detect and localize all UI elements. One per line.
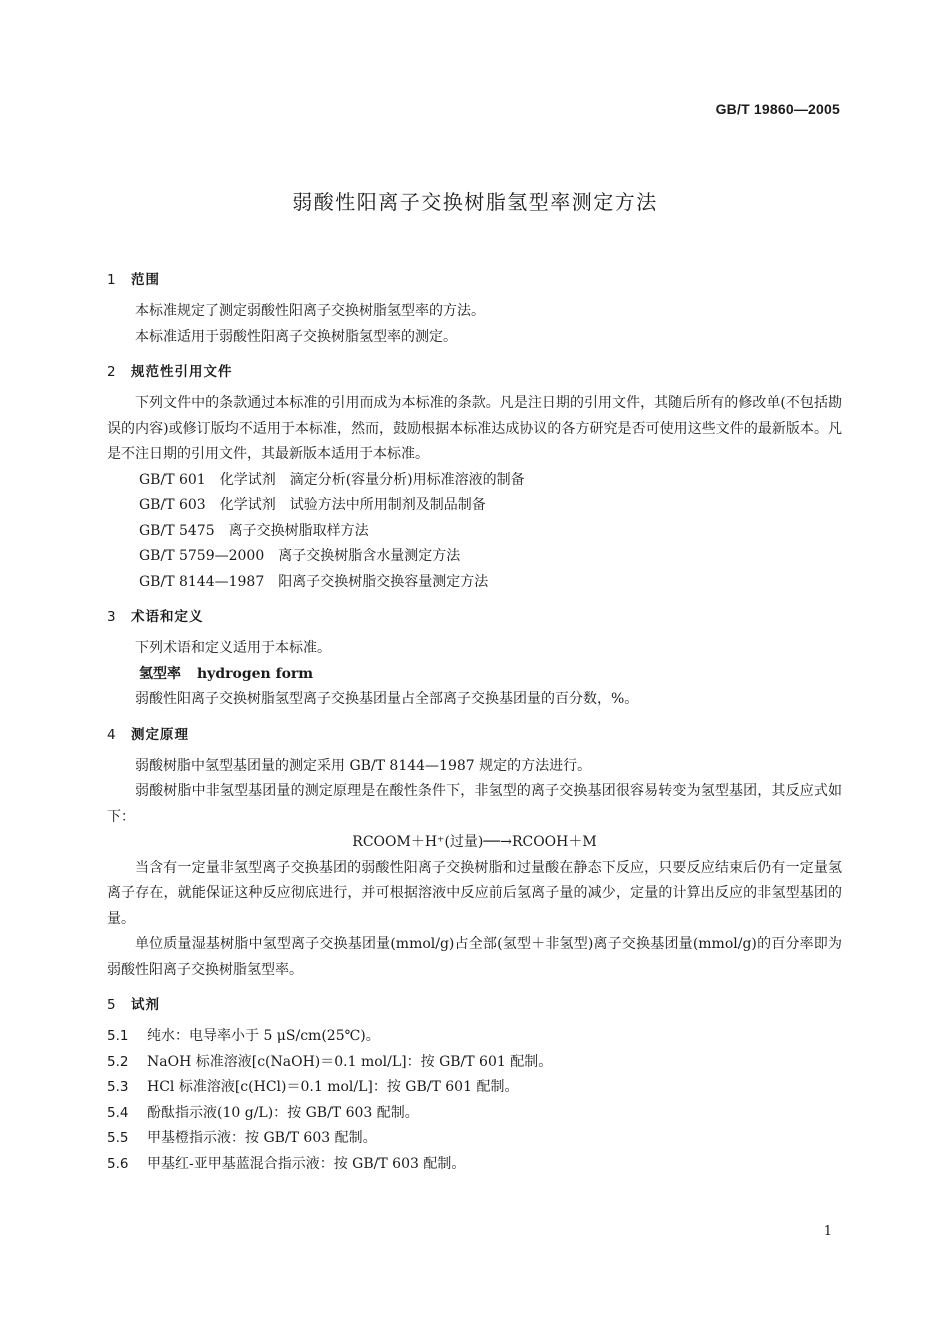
section-principle bbox=[107, 723, 842, 984]
reference-code: GB/T 8144—1987 bbox=[139, 573, 265, 590]
reference-title: 化学试剂 滴定分析(容量分析)用标准溶液的制备 bbox=[219, 471, 525, 488]
reagent-item bbox=[107, 1126, 842, 1152]
section-heading bbox=[107, 605, 842, 630]
reference-code: GB/T 601 bbox=[139, 471, 206, 488]
term-entry bbox=[107, 662, 842, 688]
document-body bbox=[107, 268, 842, 1187]
section-title: 规范性引用文件 bbox=[131, 364, 233, 380]
reference-item bbox=[107, 570, 842, 596]
section-heading bbox=[107, 268, 842, 293]
section-heading bbox=[107, 360, 842, 385]
reagent-item bbox=[107, 1152, 842, 1178]
paragraph: 弱酸树脂中非氢型基团量的测定原理是在酸性条件下，非氢型的离子交换基团很容易转变为氢型基团，其反应式如下： bbox=[107, 783, 842, 825]
item-text: 纯水：电导率小于 5 μS/cm(25℃)。 bbox=[147, 1028, 380, 1044]
reagent-item bbox=[107, 1024, 842, 1050]
section-title: 试剂 bbox=[131, 997, 160, 1013]
paragraph: 当含有一定量非氢型离子交换基团的弱酸性阳离子交换树脂和过量酸在静态下反应，只要反应结束后仍有一定量氢离子存在，就能保证这种反应彻底进行，并可根据溶液中反应前后氢离子量的减少，定量的计算出反应的非氢型基团的量。 bbox=[107, 859, 842, 927]
reagent-item bbox=[107, 1050, 842, 1076]
item-number: 5.6 bbox=[107, 1155, 129, 1172]
item-text: 甲基橙指示液：按 GB/T 603 配制。 bbox=[147, 1130, 377, 1146]
paragraph: 下列文件中的条款通过本标准的引用而成为本标准的条款。凡是注日期的引用文件，其随后所有的修改单(不包括勘误的内容)或修订版均不适用于本标准，然而，鼓励根据本标准达成协议的各方研究是否可使用这些文件的最新版本。凡是不注日期的引用文件，其最新版本适用于本标准。 bbox=[107, 395, 842, 462]
paragraph: 本标准适用于弱酸性阳离子交换树脂氢型率的测定。 bbox=[135, 328, 457, 345]
section-title: 术语和定义 bbox=[131, 609, 204, 625]
item-number: 5.2 bbox=[107, 1053, 129, 1070]
section-number: 1 bbox=[107, 272, 117, 288]
section-number: 4 bbox=[107, 726, 117, 743]
reference-item bbox=[107, 519, 842, 545]
section-heading bbox=[107, 993, 842, 1018]
item-number: 5.4 bbox=[107, 1104, 129, 1121]
reference-title: 离子交换树脂取样方法 bbox=[228, 522, 369, 539]
paragraph: 下列术语和定义适用于本标准。 bbox=[135, 640, 331, 656]
reference-title: 化学试剂 试验方法中所用制剂及制品制备 bbox=[219, 497, 486, 513]
reference-item bbox=[107, 544, 842, 570]
section-number: 2 bbox=[107, 364, 117, 380]
item-text: HCl 标准溶液[c(HCl)＝0.1 mol/L]：按 GB/T 601 配制。 bbox=[147, 1079, 519, 1095]
section-terms-definitions bbox=[107, 605, 842, 713]
standard-number: GB/T 19860—2005 bbox=[715, 101, 840, 117]
item-number: 5.3 bbox=[107, 1079, 129, 1095]
section-number: 5 bbox=[107, 997, 117, 1013]
section-title: 范围 bbox=[131, 272, 160, 288]
section-normative-references bbox=[107, 360, 842, 595]
reference-title: 阳离子交换树脂交换容量测定方法 bbox=[278, 573, 489, 590]
paragraph: 弱酸树脂中氢型基团量的测定采用 GB/T 8144—1987 规定的方法进行。 bbox=[135, 757, 592, 774]
document-title: 弱酸性阳离子交换树脂氢型率测定方法 bbox=[292, 190, 658, 214]
page-number: 1 bbox=[823, 1224, 832, 1239]
reference-code: GB/T 5475 bbox=[139, 522, 215, 539]
reference-item bbox=[107, 468, 842, 494]
item-text: NaOH 标准溶液[c(NaOH)＝0.1 mol/L]：按 GB/T 601 配制。 bbox=[147, 1053, 553, 1070]
term-chinese: 氢型率 bbox=[139, 665, 181, 682]
section-reagents bbox=[107, 993, 842, 1177]
reference-title: 离子交换树脂含水量测定方法 bbox=[278, 548, 461, 564]
term-english: hydrogen form bbox=[197, 665, 314, 682]
section-scope bbox=[107, 268, 842, 350]
section-title: 测定原理 bbox=[131, 726, 189, 743]
item-number: 5.5 bbox=[107, 1130, 129, 1146]
section-heading bbox=[107, 723, 842, 748]
reagent-item bbox=[107, 1101, 842, 1127]
reference-item bbox=[107, 493, 842, 519]
reaction-equation: RCOOM＋H⁺(过量)──→RCOOH＋M bbox=[352, 834, 597, 850]
paragraph: 本标准规定了测定弱酸性阳离子交换树脂氢型率的方法。 bbox=[135, 303, 485, 319]
item-text: 甲基红-亚甲基蓝混合指示液：按 GB/T 603 配制。 bbox=[147, 1155, 466, 1172]
item-text: 酚酞指示液(10 g/L)：按 GB/T 603 配制。 bbox=[147, 1104, 419, 1121]
term-definition: 弱酸性阳离子交换树脂氢型离子交换基团量占全部离子交换基团量的百分数，%。 bbox=[135, 691, 639, 707]
reference-code: GB/T 5759—2000 bbox=[139, 548, 265, 564]
section-number: 3 bbox=[107, 609, 117, 625]
paragraph: 单位质量湿基树脂中氢型离子交换基团量(mmol/g)占全部(氢型＋非氢型)离子交换基团量(mmol/g)的百分率即为弱酸性阳离子交换树脂氢型率。 bbox=[107, 936, 842, 978]
item-number: 5.1 bbox=[107, 1028, 129, 1044]
reagent-item bbox=[107, 1075, 842, 1101]
reference-code: GB/T 603 bbox=[139, 497, 206, 513]
